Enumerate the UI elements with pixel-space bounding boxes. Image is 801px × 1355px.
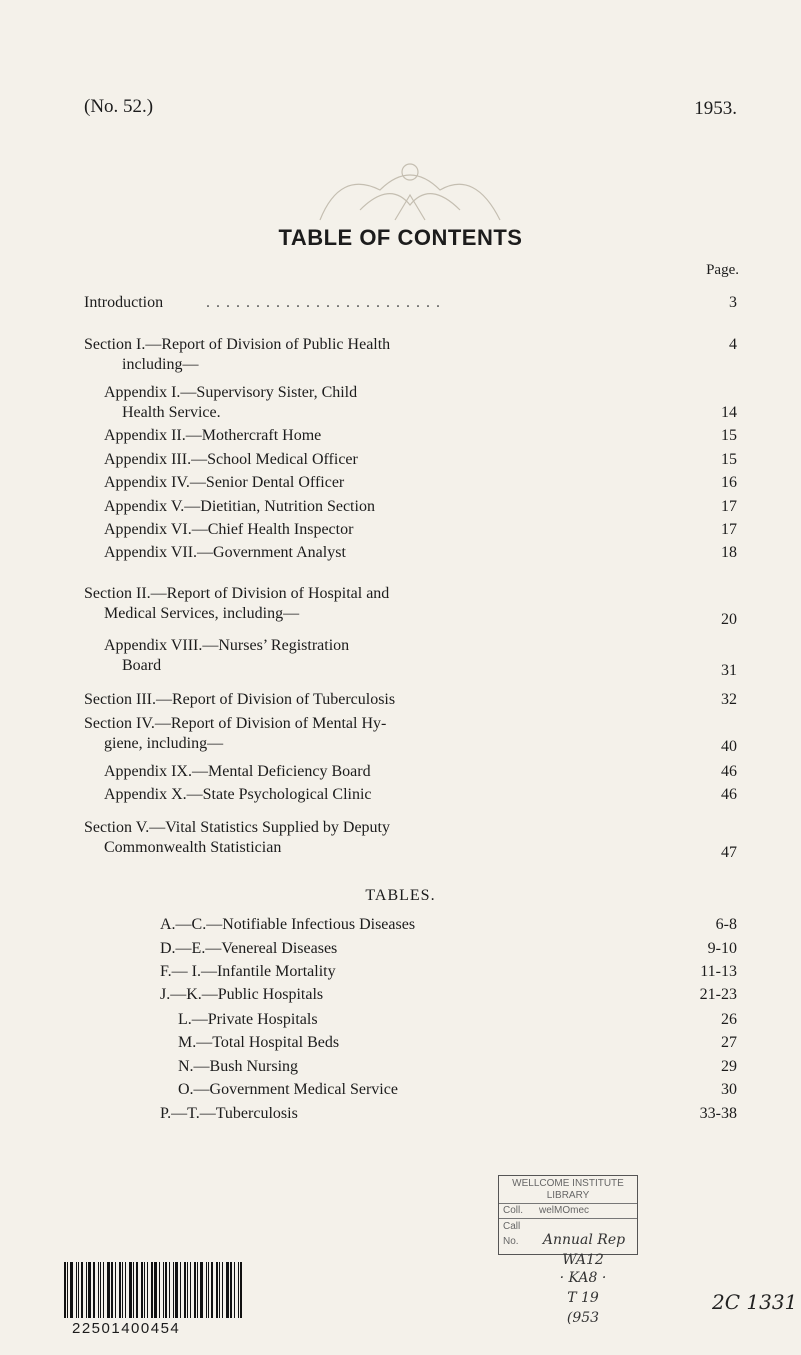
toc-entry-text: Appendix IV.—Senior Dental Officer bbox=[104, 474, 345, 491]
barcode-bar bbox=[159, 1262, 160, 1318]
toc-entry-text: Appendix III.—School Medical Officer bbox=[104, 451, 358, 468]
toc-entry-text: Medical Services, including— bbox=[104, 605, 300, 622]
shelf-mark: 2C 1331 bbox=[712, 1290, 798, 1314]
page-column-label: Page. bbox=[706, 262, 739, 278]
barcode-bar bbox=[98, 1262, 99, 1318]
toc-page: 17 bbox=[721, 521, 737, 538]
barcode-bar bbox=[194, 1262, 196, 1318]
barcode-bar bbox=[211, 1262, 213, 1318]
stamp-coll-value: welMOmec bbox=[539, 1205, 590, 1216]
barcode-bar bbox=[88, 1262, 91, 1318]
barcode-bar bbox=[197, 1262, 198, 1318]
table-page: 30 bbox=[721, 1081, 737, 1098]
toc-page: 32 bbox=[721, 691, 737, 708]
barcode-bar bbox=[147, 1262, 148, 1318]
barcode-bar bbox=[78, 1262, 79, 1318]
stamp-handwriting: T 19 bbox=[567, 1290, 599, 1306]
toc-entry-text: Section I.—Report of Division of Public Health bbox=[84, 336, 391, 353]
barcode-bar bbox=[187, 1262, 188, 1318]
barcode-bar bbox=[115, 1262, 116, 1318]
table-entry-text: O.—Government Medical Service bbox=[178, 1081, 398, 1098]
toc-entry-text: Appendix IX.—Mental Deficiency Board bbox=[104, 763, 371, 780]
toc-entry-text: Commonwealth Statistician bbox=[104, 839, 282, 856]
table-page: 27 bbox=[721, 1034, 737, 1051]
barcode-bar bbox=[76, 1262, 77, 1318]
table-page: 9-10 bbox=[707, 940, 737, 957]
table-entry-text: F.— I.—Infantile Mortality bbox=[160, 963, 336, 980]
toc-page: 40 bbox=[721, 738, 737, 755]
barcode-bar bbox=[67, 1262, 68, 1318]
leader-dots: . . . . . . . . . . . . . . . . . . . . . . . . bbox=[206, 294, 441, 311]
page-title: TABLE OF CONTENTS bbox=[278, 225, 523, 250]
toc-page: 16 bbox=[721, 474, 737, 491]
barcode-bar bbox=[184, 1262, 186, 1318]
toc-page: 15 bbox=[721, 427, 737, 444]
barcode-bar bbox=[144, 1262, 145, 1318]
barcode-bar bbox=[190, 1262, 191, 1318]
barcode-number: 22501400454 bbox=[72, 1320, 181, 1337]
table-entry-text: A.—C.—Notifiable Infectious Diseases bbox=[160, 916, 416, 933]
barcode-bar bbox=[165, 1262, 167, 1318]
barcode-bar bbox=[129, 1262, 132, 1318]
barcode-bar bbox=[93, 1262, 95, 1318]
barcode-bar bbox=[111, 1262, 113, 1318]
stamp-handwriting: · KA8 · bbox=[559, 1270, 607, 1286]
table-page: 29 bbox=[721, 1058, 737, 1075]
toc-entry-text: Section II.—Report of Division of Hospital and bbox=[84, 585, 390, 602]
barcode bbox=[64, 1262, 264, 1318]
barcode-bar bbox=[234, 1262, 235, 1318]
barcode-bar bbox=[70, 1262, 73, 1318]
toc-page: 46 bbox=[721, 786, 737, 803]
barcode-bar bbox=[81, 1262, 83, 1318]
library-stamp bbox=[498, 1175, 638, 1255]
table-entry-text: N.—Bush Nursing bbox=[178, 1058, 299, 1075]
toc-entry-text: Appendix II.—Mothercraft Home bbox=[104, 427, 322, 444]
barcode-bar bbox=[119, 1262, 121, 1318]
toc-page: 14 bbox=[721, 404, 737, 421]
barcode-bar bbox=[222, 1262, 223, 1318]
barcode-bar bbox=[238, 1262, 239, 1318]
barcode-bar bbox=[226, 1262, 229, 1318]
toc-page: 15 bbox=[721, 451, 737, 468]
toc-entry-text: Section V.—Vital Statistics Supplied by Deputy bbox=[84, 819, 390, 836]
table-entry-text: M.—Total Hospital Beds bbox=[178, 1034, 340, 1051]
toc-page: 18 bbox=[721, 544, 737, 561]
barcode-bar bbox=[86, 1262, 87, 1318]
barcode-bar bbox=[230, 1262, 232, 1318]
barcode-bar bbox=[173, 1262, 174, 1318]
table-page: 21-23 bbox=[699, 986, 737, 1003]
barcode-bar bbox=[64, 1262, 66, 1318]
barcode-bar bbox=[175, 1262, 178, 1318]
stamp-coll-label: Coll. bbox=[503, 1205, 524, 1216]
barcode-bar bbox=[151, 1262, 153, 1318]
stamp-library: LIBRARY bbox=[546, 1190, 590, 1201]
stamp-call-label: Call bbox=[503, 1221, 521, 1232]
toc-entry-text: Section IV.—Report of Division of Mental Hy- bbox=[84, 715, 387, 732]
barcode-bar bbox=[122, 1262, 123, 1318]
barcode-bar bbox=[206, 1262, 207, 1318]
stamp-institute: WELLCOME INSTITUTE bbox=[512, 1178, 624, 1189]
toc-page: 46 bbox=[721, 763, 737, 780]
barcode-bar bbox=[169, 1262, 170, 1318]
toc-page: 31 bbox=[721, 662, 737, 679]
table-entry-text: L.—Private Hospitals bbox=[178, 1011, 318, 1028]
barcode-bar bbox=[136, 1262, 138, 1318]
barcode-bar bbox=[107, 1262, 110, 1318]
toc-entry-text: Appendix I.—Supervisory Sister, Child bbox=[104, 384, 358, 401]
stamp-handwriting: Annual Rep bbox=[542, 1232, 626, 1248]
toc-entry-text: Appendix V.—Dietitian, Nutrition Section bbox=[104, 498, 375, 515]
barcode-bar bbox=[154, 1262, 157, 1318]
toc-entry-text: Appendix VII.—Government Analyst bbox=[104, 544, 346, 561]
document-number: (No. 52.) bbox=[84, 96, 154, 117]
stamp-handwriting: (953 bbox=[566, 1310, 600, 1326]
toc-page: 17 bbox=[721, 498, 737, 515]
table-page: 33-38 bbox=[699, 1105, 737, 1122]
barcode-bar bbox=[100, 1262, 101, 1318]
toc-entry-text: Board bbox=[122, 657, 162, 674]
barcode-bar bbox=[141, 1262, 143, 1318]
toc-entry-text: Health Service. bbox=[122, 404, 221, 421]
barcode-bar bbox=[216, 1262, 218, 1318]
barcode-bar bbox=[133, 1262, 134, 1318]
toc-entry-text: Appendix VIII.—Nurses’ Registration bbox=[104, 637, 350, 654]
tables-heading: TABLES. bbox=[365, 887, 436, 904]
toc-page: 4 bbox=[729, 336, 737, 353]
toc-page: 47 bbox=[721, 844, 737, 861]
stamp-divider bbox=[499, 1218, 637, 1219]
toc-entry-text: giene, including— bbox=[104, 735, 224, 752]
toc-entry-text: Appendix X.—State Psychological Clinic bbox=[104, 786, 372, 803]
barcode-bar bbox=[208, 1262, 209, 1318]
stamp-handwriting: WA12 bbox=[562, 1252, 604, 1268]
toc-entry-text: Section III.—Report of Division of Tuberculosis bbox=[84, 691, 396, 708]
stamp-no-label: No. bbox=[503, 1236, 519, 1247]
barcode-bar bbox=[163, 1262, 164, 1318]
barcode-bar bbox=[180, 1262, 181, 1318]
barcode-bar bbox=[103, 1262, 104, 1318]
table-entry-text: J.—K.—Public Hospitals bbox=[160, 986, 324, 1003]
barcode-bar bbox=[200, 1262, 203, 1318]
stamp-divider bbox=[499, 1203, 637, 1204]
table-page: 6-8 bbox=[715, 916, 737, 933]
toc-page: 3 bbox=[729, 294, 737, 311]
table-entry-text: D.—E.—Venereal Diseases bbox=[160, 940, 338, 957]
toc-entry-text: Appendix VI.—Chief Health Inspector bbox=[104, 521, 354, 538]
table-page: 11-13 bbox=[700, 963, 737, 980]
toc-entry-text: Introduction bbox=[84, 294, 164, 311]
table-page: 26 bbox=[721, 1011, 737, 1028]
crown-ornament-icon bbox=[300, 150, 520, 230]
toc-page: 20 bbox=[721, 611, 737, 628]
table-entry-text: P.—T.—Tuberculosis bbox=[160, 1105, 298, 1122]
barcode-bar bbox=[240, 1262, 242, 1318]
barcode-bar bbox=[219, 1262, 220, 1318]
barcode-bar bbox=[125, 1262, 126, 1318]
document-year: 1953. bbox=[694, 98, 737, 119]
toc-entry-text: including— bbox=[122, 356, 199, 373]
